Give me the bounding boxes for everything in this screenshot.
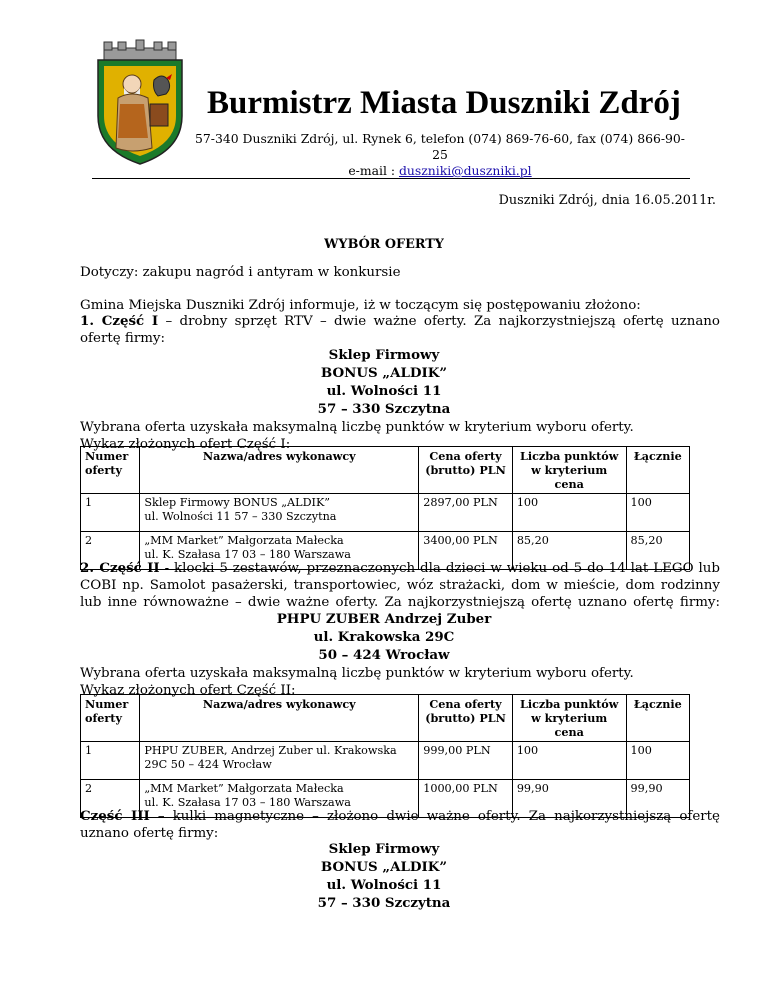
part1-offers-table — [80, 446, 690, 570]
part2-label: 2. Część II — [80, 560, 160, 576]
cell-price: 999,00 PLN — [419, 742, 513, 780]
part1-label: 1. Część I — [80, 313, 159, 329]
col-total-header: Łącznie — [626, 695, 689, 742]
cell-price: 3400,00 PLN — [419, 532, 513, 570]
winner-line: BONUS „ALDIK” — [320, 365, 448, 381]
cell-number: 2 — [81, 532, 140, 570]
winner-line: 50 – 424 Wrocław — [318, 647, 450, 663]
result-line: Wykaz złożonych ofert Część I: — [80, 437, 291, 452]
col-price-header: Cena oferty (brutto) PLN — [419, 695, 513, 742]
col-number-header: Numer oferty — [81, 447, 140, 494]
part2-description — [80, 560, 720, 611]
winner-line: 57 – 330 Szczytna — [317, 401, 451, 417]
date-line: Duszniki Zdrój, dnia 16.05.2011r. — [498, 193, 716, 208]
cell-points: 99,90 — [512, 780, 626, 818]
col-total-header: Łącznie — [626, 447, 689, 494]
winner-line: ul. Krakowska 29C — [313, 629, 455, 645]
coat-of-arms-icon — [92, 38, 188, 166]
result-line: Wybrana oferta uzyskała maksymalną liczbę punktów w kryterium wyboru oferty. — [80, 666, 634, 681]
part3-text1: – kulki magnetyczne – złożono dwie ważne oferty. Za najkorzystniejszą ofertę — [149, 809, 720, 824]
cell-name: Sklep Firmowy BONUS „ALDIK” ul. Wolności 11 57 – 330 Szczytna — [140, 494, 419, 532]
part2-line3: lub inne równoważne – dwie ważne oferty. Za najkorzystniejszą ofertę uznano ofertę firmy: — [80, 595, 720, 610]
address-block — [190, 131, 690, 179]
cell-name: PHPU ZUBER, Andrzej Zuber ul. Krakowska 29C 50 – 424 Wrocław — [140, 742, 419, 780]
result-line: Wybrana oferta uzyskała maksymalną liczbę punktów w kryterium wyboru oferty. — [80, 420, 634, 435]
part2-line2: COBI np. Samolot pasażerski, transportowiec, wóz strażacki, dom w mieście, dom rodzinny — [80, 578, 720, 593]
winner-line: BONUS „ALDIK” — [320, 859, 448, 875]
part3-description — [80, 808, 720, 842]
part2-winner — [80, 610, 688, 664]
cell-total: 85,20 — [626, 532, 689, 570]
winner-line: Sklep Firmowy — [328, 841, 440, 857]
winner-line: ul. Wolności 11 — [326, 877, 442, 893]
address-line: 57-340 Duszniki Zdrój, ul. Rynek 6, telefon (074) 869-76-60, fax (074) 866-90-25 — [195, 131, 685, 162]
cell-number: 1 — [81, 742, 140, 780]
cell-number: 1 — [81, 494, 140, 532]
email-link[interactable]: duszniki@duszniki.pl — [398, 163, 532, 178]
table-header-row — [81, 695, 690, 742]
part1-line2: ofertę firmy: — [80, 331, 166, 346]
page-title: Burmistrz Miasta Duszniki Zdrój — [207, 85, 681, 121]
cell-points: 100 — [512, 742, 626, 780]
result-line: Wykaz złożonych ofert Część II: — [80, 683, 296, 698]
col-name-header: Nazwa/adres wykonawcy — [140, 447, 419, 494]
part2-text1: - klocki 5 zestawów, przeznaczonych dla dzieci w wieku od 5 do 14 lat LEGO lub — [159, 561, 720, 576]
winner-line: PHPU ZUBER Andrzej Zuber — [276, 611, 492, 627]
part3-winner — [80, 840, 688, 912]
cell-price: 2897,00 PLN — [419, 494, 513, 532]
table-row — [81, 742, 690, 780]
email-label: e-mail : — [348, 163, 399, 178]
winner-line: 57 – 330 Szczytna — [317, 895, 451, 911]
table-header-row — [81, 447, 690, 494]
col-number-header: Numer oferty — [81, 695, 140, 742]
cell-name: „MM Market” Małgorzata Małecka ul. K. Szałasa 17 03 – 180 Warszawa — [140, 780, 419, 818]
part3-line2: uznano ofertę firmy: — [80, 826, 219, 841]
cell-total: 100 — [626, 742, 689, 780]
col-name-header: Nazwa/adres wykonawcy — [140, 695, 419, 742]
part1-line1 — [80, 313, 720, 330]
col-points-header: Liczba punktów w kryterium cena — [512, 447, 626, 494]
col-price-header: Cena oferty (brutto) PLN — [419, 447, 513, 494]
email-line — [190, 163, 690, 179]
table-row — [81, 494, 690, 532]
cell-points: 85,20 — [512, 532, 626, 570]
part3-label: Część III — [80, 808, 150, 824]
winner-line: ul. Wolności 11 — [326, 383, 442, 399]
intro-line: Gmina Miejska Duszniki Zdrój informuje, iż w toczącym się postępowaniu złożono: — [80, 298, 641, 313]
winner-line: Sklep Firmowy — [328, 347, 440, 363]
document-heading: WYBÓR OFERTY — [324, 237, 444, 252]
part1-winner — [80, 346, 688, 418]
part1-text1: – drobny sprzęt RTV – dwie ważne oferty. Za najkorzystniejszą ofertę uznano — [158, 314, 720, 329]
cell-number: 2 — [81, 780, 140, 818]
part3-line1 — [80, 808, 720, 825]
part2-offers-table — [80, 694, 690, 818]
header-divider — [92, 178, 690, 179]
cell-points: 100 — [512, 494, 626, 532]
cell-price: 1000,00 PLN — [419, 780, 513, 818]
part1-description — [80, 313, 720, 347]
cell-total: 100 — [626, 494, 689, 532]
part2-line1 — [80, 560, 720, 577]
cell-total: 99,90 — [626, 780, 689, 818]
cell-name: „MM Market” Małgorzata Małecka ul. K. Szałasa 17 03 – 180 Warszawa — [140, 532, 419, 570]
col-points-header: Liczba punktów w kryterium cena — [512, 695, 626, 742]
subject-line: Dotyczy: zakupu nagród i antyram w konkursie — [80, 265, 401, 280]
